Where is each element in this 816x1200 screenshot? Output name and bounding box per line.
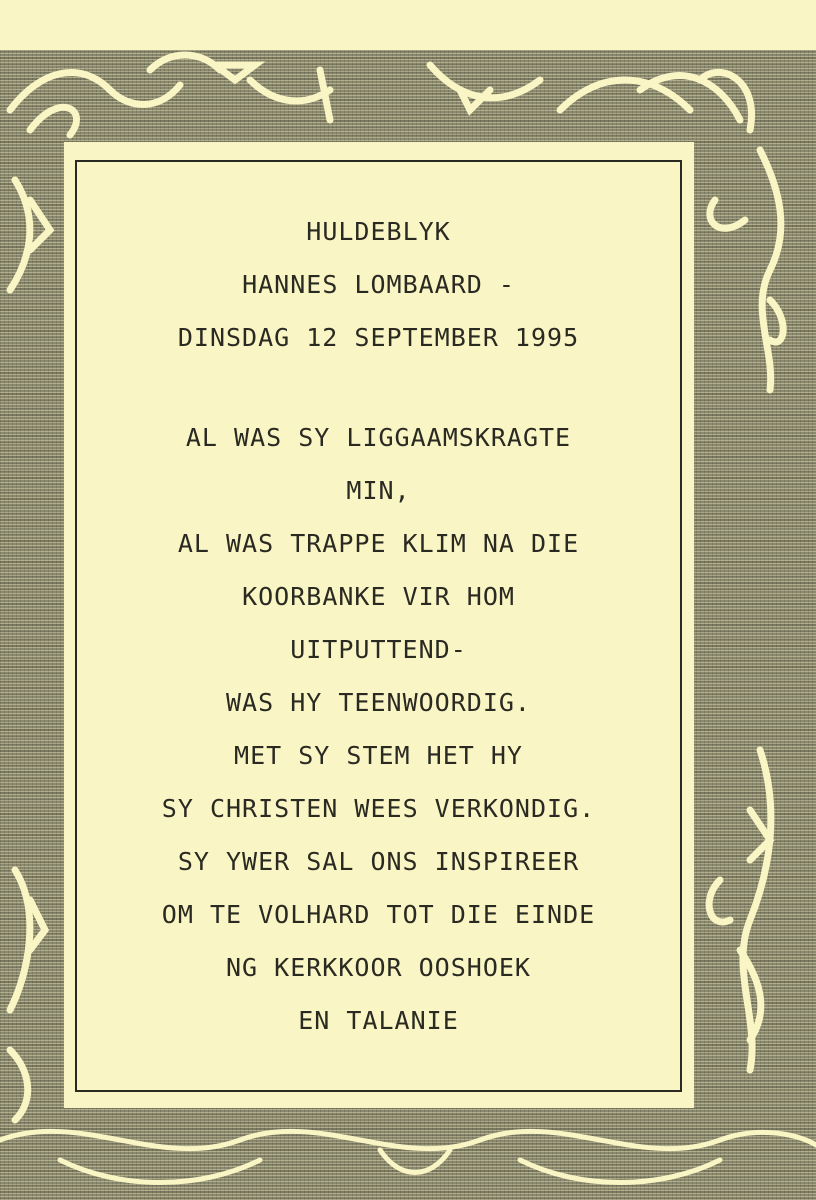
verse-line: AL WAS SY LIGGAAMSKRAGTE [185,423,572,452]
verse-line: SY YWER SAL ONS INSPIREER [177,847,580,876]
verse-line: MIN, [346,476,411,505]
verse-line: OM TE VOLHARD TOT DIE EINDE [161,900,596,929]
tribute-date: DINSDAG 12 SEPTEMBER 1995 [177,323,580,352]
verse-line: MET SY STEM HET HY [234,741,523,770]
signature-line: EN TALANIE [298,1006,459,1035]
spacer [75,364,682,411]
tribute-text [75,205,682,1047]
verse-line: UITPUTTEND- [290,635,467,664]
verse-line: KOORBANKE VIR HOM [242,582,515,611]
verse-line: SY CHRISTEN WEES VERKONDIG. [161,794,596,823]
tribute-title: HULDEBLYK [306,217,451,246]
verse-line: WAS HY TEENWOORDIG. [226,688,531,717]
signature-line: NG KERKKOOR OOSHOEK [226,953,531,982]
honoree-name: HANNES LOMBAARD - [242,270,515,299]
verse-line: AL WAS TRAPPE KLIM NA DIE [177,529,580,558]
